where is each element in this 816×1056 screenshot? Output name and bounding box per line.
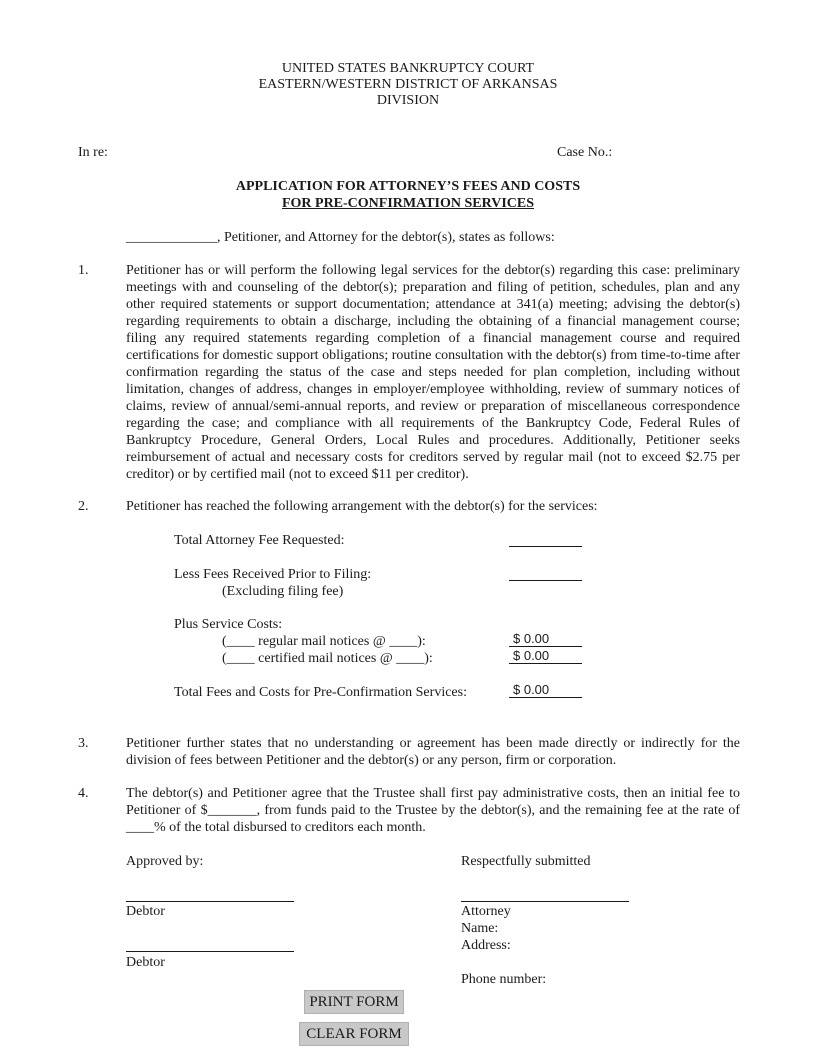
paragraph-3-text: Petitioner further states that no understanding or agreement has been made directly or indirectly for the division of fees between Petitioner and the debtor(s) or any person, firm or corporation. xyxy=(126,736,740,768)
less-fees-label: Less Fees Received Prior to Filing: xyxy=(174,567,372,582)
intro-statement: _____________, Petitioner, and Attorney for the debtor(s), states as follows: xyxy=(126,230,555,245)
title-line-1: APPLICATION FOR ATTORNEY’S FEES AND COSTS xyxy=(235,179,581,194)
case-no-label: Case No.: xyxy=(557,145,613,160)
certified-mail-amount-field[interactable]: $ 0.00 xyxy=(509,649,582,664)
paragraph-1-number: 1. xyxy=(78,263,89,278)
clear-form-button[interactable]: CLEAR FORM xyxy=(299,1022,409,1046)
title-line-2: FOR PRE-CONFIRMATION SERVICES xyxy=(281,196,535,211)
division-name: DIVISION xyxy=(376,93,440,108)
regular-mail-amount-field[interactable]: $ 0.00 xyxy=(509,632,582,647)
total-fees-costs-field[interactable]: $ 0.00 xyxy=(509,683,582,698)
paragraph-4-number: 4. xyxy=(78,786,89,801)
paragraph-2-text: Petitioner has reached the following arrangement with the debtor(s) for the services: xyxy=(126,499,598,514)
certified-mail-label: (____ certified mail notices @ ____): xyxy=(222,651,433,666)
total-fees-costs-label: Total Fees and Costs for Pre-Confirmation Services: xyxy=(174,685,467,700)
paragraph-1-text: Petitioner has or will perform the following legal services for the debtor(s) regarding this case: preliminary meetings with and counseling of the debtor(s); preparation and filing of petition, schedules, plan and any other required statements or support documentation; attendance at 341(a) meeting; advising the debtor(s) regarding requirements to obtain a discharge, including the obtaining of a financial management course; filing any required statements regarding completion of a financial management course and required certifications for domestic support obligations; routine consultation with the debtor(s) from time-to-time after confirmation regarding the status of the case and steps needed for plan completion, including without limitation, changes of address, changes in employer/employee withholding, review of summary notices of claims, review of annual/semi-annual reports, and review or preparation of miscellaneous correspondence regarding the case; and compliance with all requirements of the Bankruptcy Code, Federal Rules of Bankruptcy Procedure, General Orders, Local Rules and procedures. Additionally, Petitioner seeks reimbursement of actual and necessary costs for creditors served by regular mail (not to exceed $2.75 per creditor) or by certified mail (not to exceed $11 per creditor). xyxy=(126,263,740,482)
excluding-filing-fee-label: (Excluding filing fee) xyxy=(222,584,344,599)
total-attorney-fee-label: Total Attorney Fee Requested: xyxy=(174,533,345,548)
debtor-1-signature-line[interactable] xyxy=(126,886,294,902)
paragraph-4-text: The debtor(s) and Petitioner agree that the Trustee shall first pay administrative costs, then an initial fee to Petitioner of $_______, from funds paid to the Trustee by the debtor(s), and the remaining fee at the rate of ____% of the total disbursed to creditors each month. xyxy=(126,786,740,835)
document-title xyxy=(0,178,816,212)
paragraph-2-number: 2. xyxy=(78,499,89,514)
regular-mail-label: (____ regular mail notices @ ____): xyxy=(222,634,426,649)
court-header xyxy=(0,60,816,108)
paragraph-3-number: 3. xyxy=(78,736,89,751)
district-name: EASTERN/WESTERN DISTRICT OF ARKANSAS xyxy=(258,77,558,92)
total-attorney-fee-field[interactable] xyxy=(509,531,582,547)
plus-service-costs-label: Plus Service Costs: xyxy=(174,617,283,632)
less-fees-field[interactable] xyxy=(509,565,582,581)
print-form-button[interactable]: PRINT FORM xyxy=(304,990,404,1014)
debtor-2-signature-line[interactable] xyxy=(126,936,294,952)
court-name: UNITED STATES BANKRUPTCY COURT xyxy=(281,61,535,76)
debtor-1-label: Debtor xyxy=(126,904,165,919)
approved-by-label: Approved by: xyxy=(126,854,204,869)
attorney-name-label: Name: xyxy=(461,921,499,936)
attorney-label: Attorney xyxy=(461,904,511,919)
respectfully-submitted-label: Respectfully submitted xyxy=(461,854,591,869)
in-re-label: In re: xyxy=(78,145,108,160)
debtor-2-label: Debtor xyxy=(126,955,165,970)
attorney-address-label: Address: xyxy=(461,938,511,953)
phone-number-label: Phone number: xyxy=(461,972,547,987)
attorney-signature-line[interactable] xyxy=(461,886,629,902)
